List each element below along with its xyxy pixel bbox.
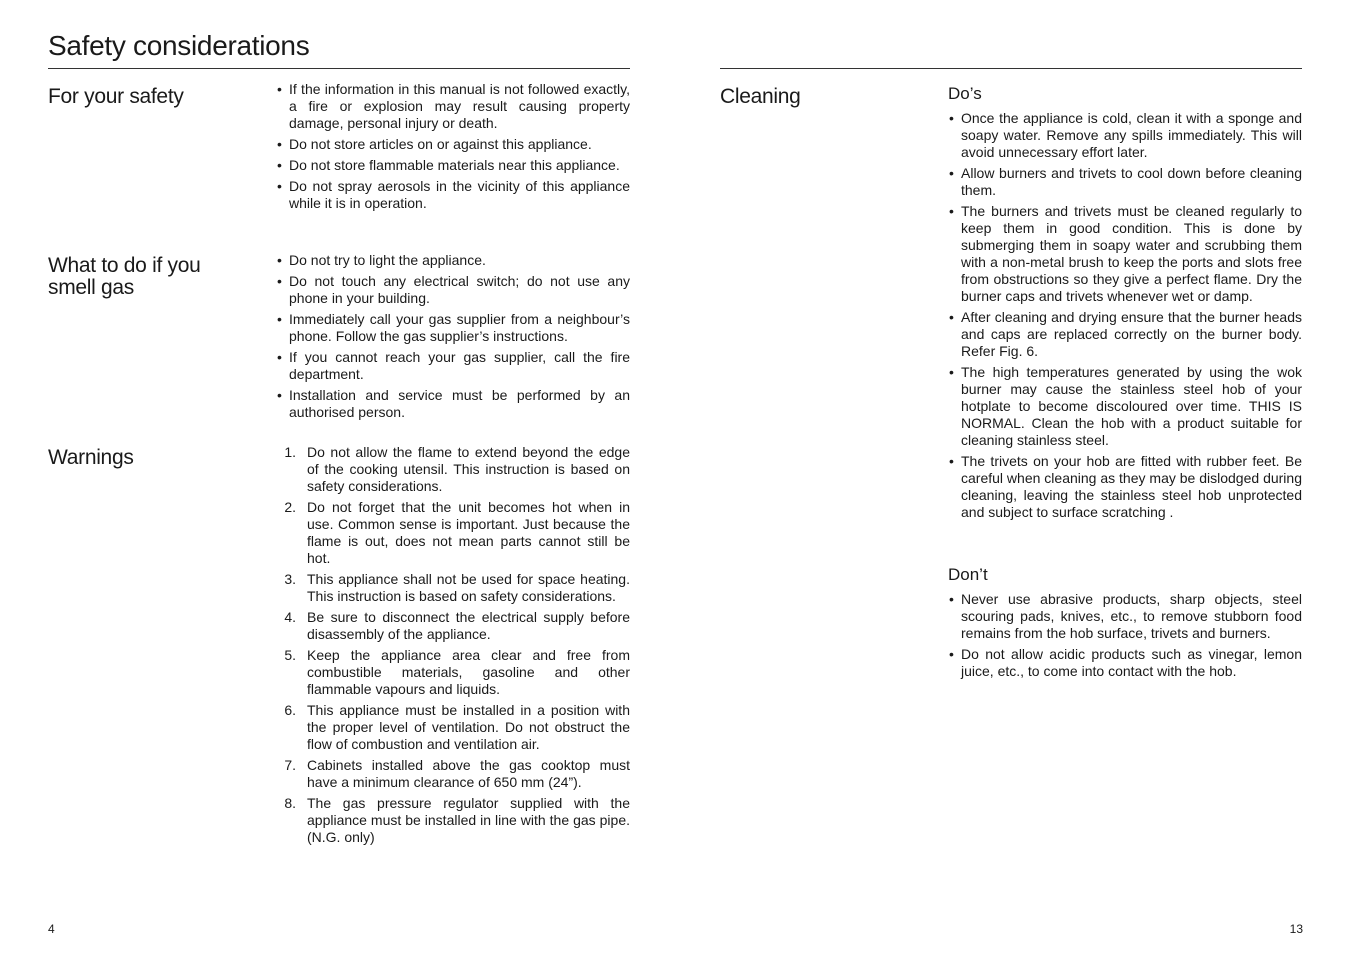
dos-heading: Do’s xyxy=(948,84,982,103)
item-text: The gas pressure regulator supplied with the appliance must be installed in line with the gas pipe. (N.G. only) xyxy=(307,795,630,845)
list-item: • Allow burners and trivets to cool down before cleaning them. xyxy=(948,165,1302,199)
page-title: Safety considerations xyxy=(48,30,310,61)
list-item: • Do not spray aerosols in the vicinity of this appliance while it is in operation. xyxy=(276,178,630,212)
for-your-safety-list xyxy=(276,81,630,216)
item-text: Be sure to disconnect the electrical supply before disassembly of the appliance. xyxy=(307,609,630,642)
item-number: 1. xyxy=(284,444,296,460)
item-text: Cabinets installed above the gas cooktop must have a minimum clearance of 650 mm (24”). xyxy=(307,757,630,790)
warnings-heading: Warnings xyxy=(48,446,134,469)
list-item: • Never use abrasive products, sharp objects, steel scouring pads, knives, etc., to remove stubborn food remains from the hob surface, trivets and burners. xyxy=(948,591,1302,642)
list-item xyxy=(276,609,630,643)
item-text: Keep the appliance area clear and free from combustible materials, gasoline and other flammable vapours and liquids. xyxy=(307,647,630,697)
item-number: 7. xyxy=(284,757,296,773)
title-divider xyxy=(48,68,630,69)
smell-gas-heading: What to do if you smell gas xyxy=(48,254,201,299)
item-text: This appliance shall not be used for space heating. This instruction is based on safety considerations. xyxy=(307,571,630,604)
list-item xyxy=(276,795,630,846)
list-item: • The trivets on your hob are fitted with rubber feet. Be careful when cleaning as they may be dislodged during cleaning, leaving the stainless steel hob unprotected and subject to surface scratching . xyxy=(948,453,1302,521)
list-item: • The high temperatures generated by using the wok burner may cause the stainless steel hob of your hotplate to become discoloured over time. THIS IS NORMAL. Clean the hob with a product suitable for cleaning stainless steel. xyxy=(948,364,1302,449)
warnings-list xyxy=(276,444,630,850)
list-item xyxy=(276,444,630,495)
for-your-safety-heading: For your safety xyxy=(48,85,184,108)
right-page-divider xyxy=(720,68,1302,69)
page-number-left: 4 xyxy=(48,922,55,936)
list-item: • Do not try to light the appliance. xyxy=(276,252,630,269)
item-number: 4. xyxy=(284,609,296,625)
donts-list xyxy=(948,591,1302,684)
list-item: • Do not store flammable materials near this appliance. xyxy=(276,157,630,174)
list-item xyxy=(276,647,630,698)
list-item xyxy=(276,702,630,753)
item-text: Do not allow the flame to extend beyond the edge of the cooking utensil. This instruction is based on safety considerations. xyxy=(307,444,630,494)
list-item xyxy=(276,499,630,567)
cleaning-heading: Cleaning xyxy=(720,85,801,108)
list-item: • If the information in this manual is not followed exactly, a fire or explosion may result causing property damage, personal injury or death. xyxy=(276,81,630,132)
item-number: 6. xyxy=(284,702,296,718)
item-number: 2. xyxy=(284,499,296,515)
list-item: • Do not allow acidic products such as vinegar, lemon juice, etc., to come into contact with the hob. xyxy=(948,646,1302,680)
item-text: This appliance must be installed in a position with the proper level of ventilation. Do not obstruct the flow of combustion and ventilation air. xyxy=(307,702,630,752)
list-item xyxy=(276,757,630,791)
smell-gas-list xyxy=(276,252,630,425)
donts-heading: Don’t xyxy=(948,565,988,584)
list-item: • The burners and trivets must be cleaned regularly to keep them in good condition. This is done by submerging them in soapy water and scrubbing them with a non-metal brush to keep the ports and slots free from obstructions so they give a perfect flame. Dry the burner caps and trivets whenever wet or damp. xyxy=(948,203,1302,305)
item-number: 3. xyxy=(284,571,296,587)
list-item: • After cleaning and drying ensure that the burner heads and caps are replaced correctly on the burner body. Refer Fig. 6. xyxy=(948,309,1302,360)
list-item xyxy=(276,571,630,605)
list-item: • Do not touch any electrical switch; do not use any phone in your building. xyxy=(276,273,630,307)
page-number-right: 13 xyxy=(1289,922,1303,936)
dos-list xyxy=(948,110,1302,525)
list-item: • Do not store articles on or against this appliance. xyxy=(276,136,630,153)
item-number: 5. xyxy=(284,647,296,663)
item-number: 8. xyxy=(284,795,296,811)
item-text: Do not forget that the unit becomes hot when in use. Common sense is important. Just because the flame is out, does not mean parts cannot still be hot. xyxy=(307,499,630,566)
list-item: • Installation and service must be performed by an authorised person. xyxy=(276,387,630,421)
list-item: • If you cannot reach your gas supplier, call the fire department. xyxy=(276,349,630,383)
list-item: • Once the appliance is cold, clean it with a sponge and soapy water. Remove any spills immediately. This will avoid unnecessary effort later. xyxy=(948,110,1302,161)
list-item: • Immediately call your gas supplier from a neighbour’s phone. Follow the gas supplier’s instructions. xyxy=(276,311,630,345)
